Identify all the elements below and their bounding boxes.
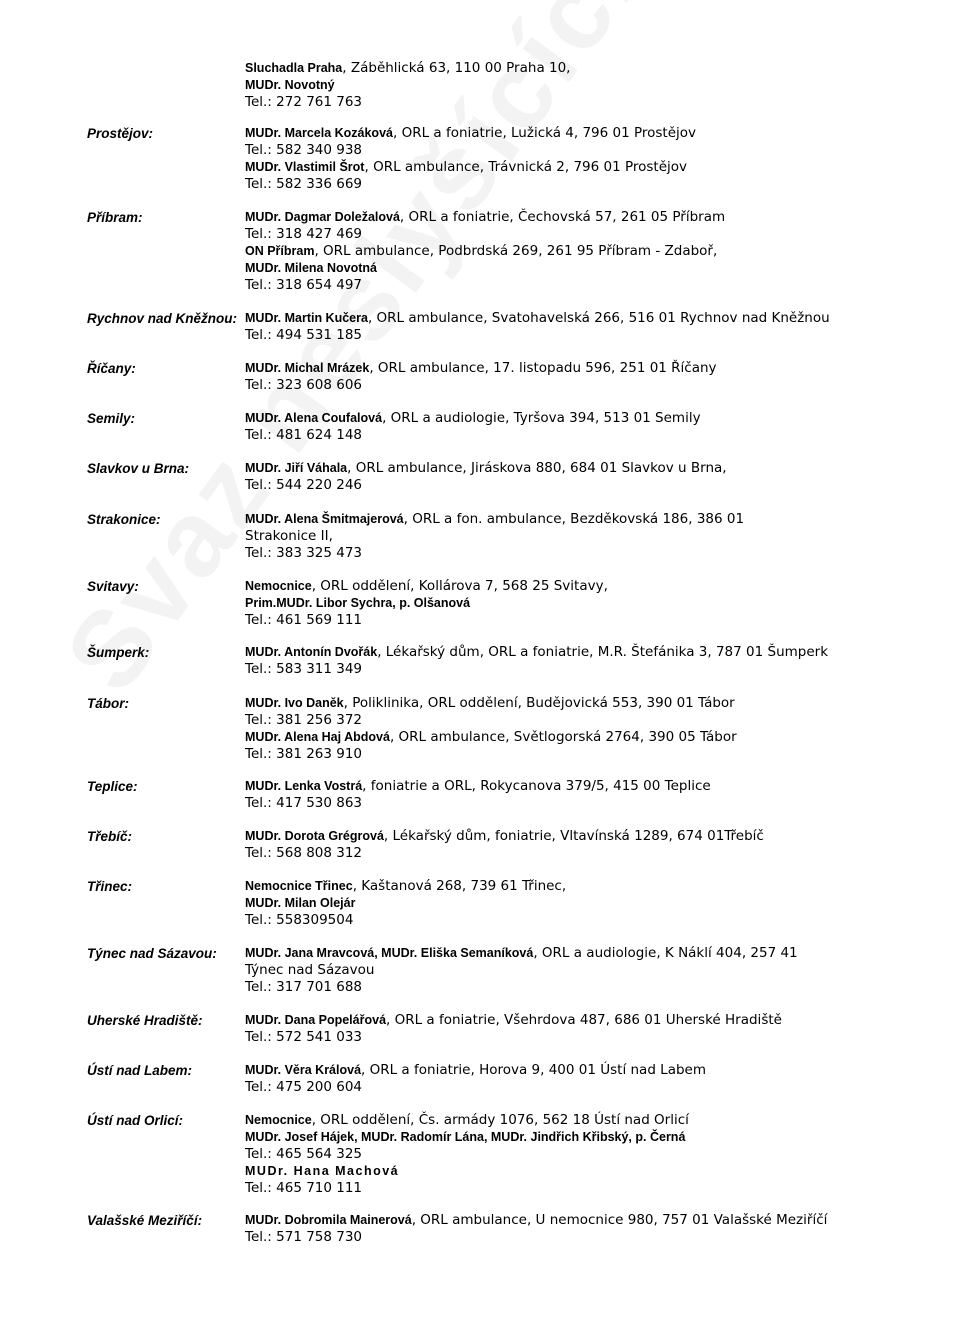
provider-name: MUDr. Milan Olejár [245,896,356,910]
detail-line [245,895,945,912]
phone-number: Tel.: 323 608 606 [245,377,363,393]
address-text: , ORL a fon. ambulance, Bezděkovská 186, 386 01 [403,511,745,527]
detail-line [245,912,945,929]
address-text: , foniatrie a ORL, Rokycanova 379/5, 415 00 Teplice [362,778,711,794]
detail-line [245,77,945,94]
entry-details [245,828,945,862]
provider-name: MUDr. Alena Šmitmajerová [245,512,404,526]
detail-line [245,360,945,377]
detail-line [245,1029,945,1046]
phone-number: Tel.: 582 336 669 [245,176,363,192]
detail-line [245,595,945,612]
detail-line [245,1112,945,1129]
city-label: Semily: [87,411,136,426]
address-text: , Kaštanová 268, 739 61 Třinec, [352,878,567,894]
provider-name: MUDr. Dobromila Mainerová [245,1213,412,1227]
detail-line [245,695,945,712]
detail-line [245,1079,945,1096]
city-label: Uherské Hradiště: [87,1013,203,1028]
address-text: , ORL ambulance, Světlogorská 2764, 390 05 Tábor [389,729,737,745]
provider-name: MUDr. Martin Kučera [245,311,368,325]
provider-name: Nemocnice Třinec [245,879,353,893]
phone-number: Tel.: 318 654 497 [245,277,363,293]
entry-details [245,1112,945,1197]
city-label: Valašské Meziříčí: [87,1213,203,1228]
detail-line [245,94,945,111]
city-label: Strakonice: [87,512,161,527]
address-text: , ORL ambulance, Trávnická 2, 796 01 Prostějov [364,159,688,175]
city-label: Teplice: [87,779,138,794]
detail-line [245,1146,945,1163]
provider-name: MUDr. Marcela Kozáková [245,126,393,140]
detail-line [245,125,945,142]
phone-number: Tel.: 571 758 730 [245,1229,363,1245]
detail-line [245,159,945,176]
detail-line [245,1180,945,1197]
city-label: Říčany: [87,361,136,376]
phone-number: Tel.: 558309504 [245,912,354,928]
address-text: Týnec nad Sázavou [245,962,375,978]
detail-line [245,778,945,795]
phone-number: Tel.: 381 256 372 [245,712,363,728]
entry-details [245,310,945,344]
provider-name: Nemocnice [245,1113,312,1127]
address-text: , Lékařský dům, ORL a foniatrie, M.R. Štefánika 3, 787 01 Šumperk [377,644,829,660]
phone-number: Tel.: 582 340 938 [245,142,363,158]
detail-line [245,712,945,729]
address-text: , Lékařský dům, foniatrie, Vltavínská 1289, 674 01Třebíč [383,828,764,844]
detail-line [245,845,945,862]
detail-line [245,828,945,845]
detail-line [245,1129,945,1146]
detail-line [245,545,945,562]
provider-name: Sluchadla Praha [245,61,343,75]
phone-number: Tel.: 318 427 469 [245,226,363,242]
address-text: , ORL ambulance, U nemocnice 980, 757 01 Valašské Meziříčí [411,1212,828,1228]
address-text: , ORL ambulance, Jiráskova 880, 684 01 Slavkov u Brna, [347,460,727,476]
detail-line [245,60,945,77]
detail-line [245,260,945,277]
provider-name: MUDr. Hana Machová [245,1164,400,1178]
address-text: , Záběhlická 63, 110 00 Praha 10, [342,60,571,76]
address-text: , ORL a foniatrie, Všehrdova 487, 686 01 Uherské Hradiště [386,1012,782,1028]
provider-name: MUDr. Novotný [245,78,335,92]
phone-number: Tel.: 272 761 763 [245,94,363,110]
provider-name: Nemocnice [245,579,312,593]
detail-line [245,377,945,394]
entry-details [245,360,945,394]
detail-line [245,511,945,528]
detail-line [245,310,945,327]
address-text: , ORL a foniatrie, Lužická 4, 796 01 Prostějov [392,125,697,141]
phone-number: Tel.: 465 564 325 [245,1146,363,1162]
city-label: Ústí nad Orlicí: [87,1113,184,1128]
phone-number: Tel.: 494 531 185 [245,327,363,343]
provider-name: MUDr. Dorota Grégrová [245,829,384,843]
address-text: , ORL oddělení, Kollárova 7, 568 25 Svitavy, [311,578,608,594]
detail-line [245,209,945,226]
entry-details [245,60,945,111]
address-text: , ORL a foniatrie, Horova 9, 400 01 Ústí nad Labem [361,1062,707,1078]
phone-number: Tel.: 317 701 688 [245,979,363,995]
phone-number: Tel.: 568 808 312 [245,845,363,861]
provider-name: MUDr. Dana Popelářová [245,1013,387,1027]
detail-line [245,578,945,595]
entry-details [245,578,945,629]
phone-number: Tel.: 417 530 863 [245,795,363,811]
detail-line [245,945,945,962]
city-label: Prostějov: [87,126,154,141]
detail-line [245,979,945,996]
phone-number: Tel.: 383 325 473 [245,545,363,561]
address-text: , ORL ambulance, Podbrdská 269, 261 95 Příbram - Zdaboř, [314,243,718,259]
detail-line [245,746,945,763]
city-label: Svitavy: [87,579,139,594]
detail-line [245,477,945,494]
provider-name: ON Příbram [245,244,315,258]
city-label: Šumperk: [87,645,150,660]
entry-details [245,1012,945,1046]
phone-number: Tel.: 544 220 246 [245,477,363,493]
detail-line [245,962,945,979]
provider-name: MUDr. Milena Novotná [245,261,377,275]
city-label: Třinec: [87,879,133,894]
entry-details [245,125,945,193]
phone-number: Tel.: 583 311 349 [245,661,363,677]
entry-details [245,945,945,996]
provider-name: MUDr. Jana Mravcová, MUDr. Eliška Semaníková [245,946,534,960]
entry-details [245,460,945,494]
provider-name: MUDr. Věra Králová [245,1063,362,1077]
detail-line [245,243,945,260]
entry-details [245,1212,945,1246]
entry-details [245,695,945,763]
detail-line [245,427,945,444]
provider-name: MUDr. Dagmar Doležalová [245,210,400,224]
detail-line [245,729,945,746]
detail-line [245,1229,945,1246]
address-text: , ORL a foniatrie, Čechovská 57, 261 05 Příbram [399,209,726,225]
detail-line [245,277,945,294]
detail-line [245,460,945,477]
phone-number: Tel.: 572 541 033 [245,1029,363,1045]
provider-name: MUDr. Josef Hájek, MUDr. Radomír Lána, MUDr. Jindřich Křibský, p. Černá [245,1130,686,1144]
detail-line [245,661,945,678]
detail-line [245,226,945,243]
address-text: , ORL ambulance, Svatohavelská 266, 516 01 Rychnov nad Kněžnou [367,310,830,326]
address-text: , ORL a audiologie, K Náklí 404, 257 41 [533,945,798,961]
detail-line [245,528,945,545]
entry-details [245,410,945,444]
detail-line [245,1212,945,1229]
address-text: , Poliklinika, ORL oddělení, Budějovická 553, 390 01 Tábor [343,695,735,711]
provider-name: MUDr. Michal Mrázek [245,361,370,375]
entry-details [245,209,945,294]
provider-name: MUDr. Jiří Váhala [245,461,348,475]
entry-details [245,511,945,562]
detail-line [245,1163,945,1180]
city-label: Třebíč: [87,829,133,844]
phone-number: Tel.: 475 200 604 [245,1079,363,1095]
detail-line [245,410,945,427]
address-text: , ORL a audiologie, Tyršova 394, 513 01 Semily [382,410,701,426]
provider-name: MUDr. Vlastimil Šrot [245,160,365,174]
entry-details [245,1062,945,1096]
detail-line [245,795,945,812]
detail-line [245,612,945,629]
phone-number: Tel.: 461 569 111 [245,612,363,628]
city-label: Rychnov nad Kněžnou: [87,311,238,326]
detail-line [245,1062,945,1079]
city-label: Tábor: [87,696,129,711]
city-label: Slavkov u Brna: [87,461,190,476]
detail-line [245,1012,945,1029]
phone-number: Tel.: 381 263 910 [245,746,363,762]
detail-line [245,142,945,159]
detail-line [245,878,945,895]
provider-name: MUDr. Lenka Vostrá [245,779,363,793]
phone-number: Tel.: 481 624 148 [245,427,363,443]
detail-line [245,327,945,344]
entry-details [245,878,945,929]
phone-number: Tel.: 465 710 111 [245,1180,363,1196]
entry-details [245,778,945,812]
provider-name: MUDr. Antonín Dvořák [245,645,378,659]
city-label: Ústí nad Labem: [87,1063,193,1078]
entry-details [245,644,945,678]
address-text: , ORL oddělení, Čs. armády 1076, 562 18 Ústí nad Orlicí [311,1112,689,1128]
address-text: Strakonice II, [245,528,333,544]
city-label: Příbram: [87,210,143,225]
detail-line [245,176,945,193]
provider-name: Prim.MUDr. Libor Sychra, p. Olšanová [245,596,471,610]
provider-name: MUDr. Alena Haj Abdová [245,730,390,744]
city-label: Týnec nad Sázavou: [87,946,217,961]
detail-line [245,644,945,661]
address-text: , ORL ambulance, 17. listopadu 596, 251 01 Říčany [369,360,717,376]
provider-name: MUDr. Alena Coufalová [245,411,383,425]
provider-name: MUDr. Ivo Daněk [245,696,344,710]
